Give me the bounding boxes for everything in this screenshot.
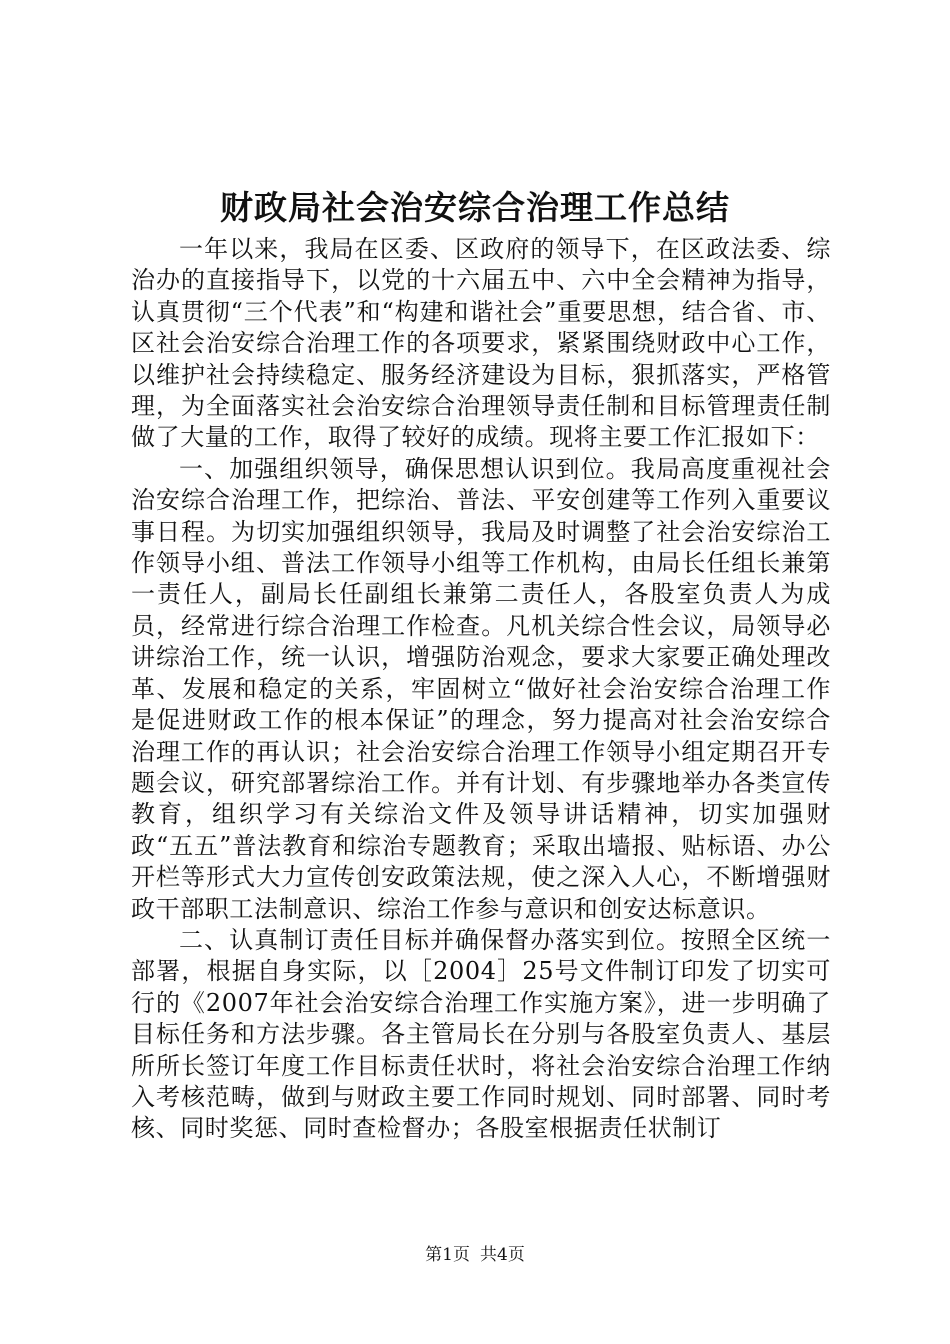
paragraph-section-2: 二、认真制订责任目标并确保督办落实到位。按照全区统一部署，根据自身实际，以［2004］25号文件制订印发了切实可行的《2007年社会治安综合治理工作实施方案》，进一步明确了目标任务和方法步骤。各主管局长在分别与各股室负责人、基层所所长签订年度工作目标责任状时，将社会治安综合治理工作纳入考核范畴，做到与财政主要工作同时规划、同时部署、同时考核、同时奖惩、同时查检督办；各股室根据责任状制订 — [131, 925, 831, 1143]
document-title: 财政局社会治安综合治理工作总结 — [220, 188, 730, 227]
page-number-current: 第1页 — [425, 1245, 470, 1265]
page-number-total: 共4页 — [480, 1245, 525, 1265]
paragraph-section-1: 一、加强组织领导，确保思想认识到位。我局高度重视社会治安综合治理工作，把综治、普法、平安创建等工作列入重要议事日程。为切实加强组织领导，我局及时调整了社会治安综治工作领导小组、普法工作领导小组等工作机构，由局长任组长兼第一责任人，副局长任副组长兼第二责任人，各股室负责人为成员，经常进行综合治理工作检查。凡机关综合性会议，局领导必讲综治工作，统一认识，增强防治观念，要求大家要正确处理改革、发展和稳定的关系，牢固树立“做好社会治安综合治理工作是促进财政工作的根本保证”的理念，努力提高对社会治安综合治理工作的再认识；社会治安综合治理工作领导小组定期召开专题会议，研究部署综治工作。并有计划、有步骤地举办各类宣传教育，组织学习有关综治文件及领导讲话精神，切实加强财政“五五”普法教育和综治专题教育；采取出墙报、贴标语、办公开栏等形式大力宣传创安政策法规，使之深入人心，不断增强财政干部职工法制意识、综治工作参与意识和创安达标意识。 — [131, 454, 831, 923]
page-footer — [0, 1243, 950, 1267]
paragraph-intro: 一年以来，我局在区委、区政府的领导下，在区政法委、综治办的直接指导下，以党的十六届五中、六中全会精神为指导，认真贯彻“三个代表”和“构建和谐社会”重要思想，结合省、市、区社会治安综合治理工作的各项要求，紧紧围绕财政中心工作，以维护社会持续稳定、服务经济建设为目标，狠抓落实，严格管理，为全面落实社会治安综合治理领导责任制和目标管理责任制做了大量的工作，取得了较好的成绩。现将主要工作汇报如下： — [131, 235, 831, 452]
document-body — [131, 234, 831, 1145]
